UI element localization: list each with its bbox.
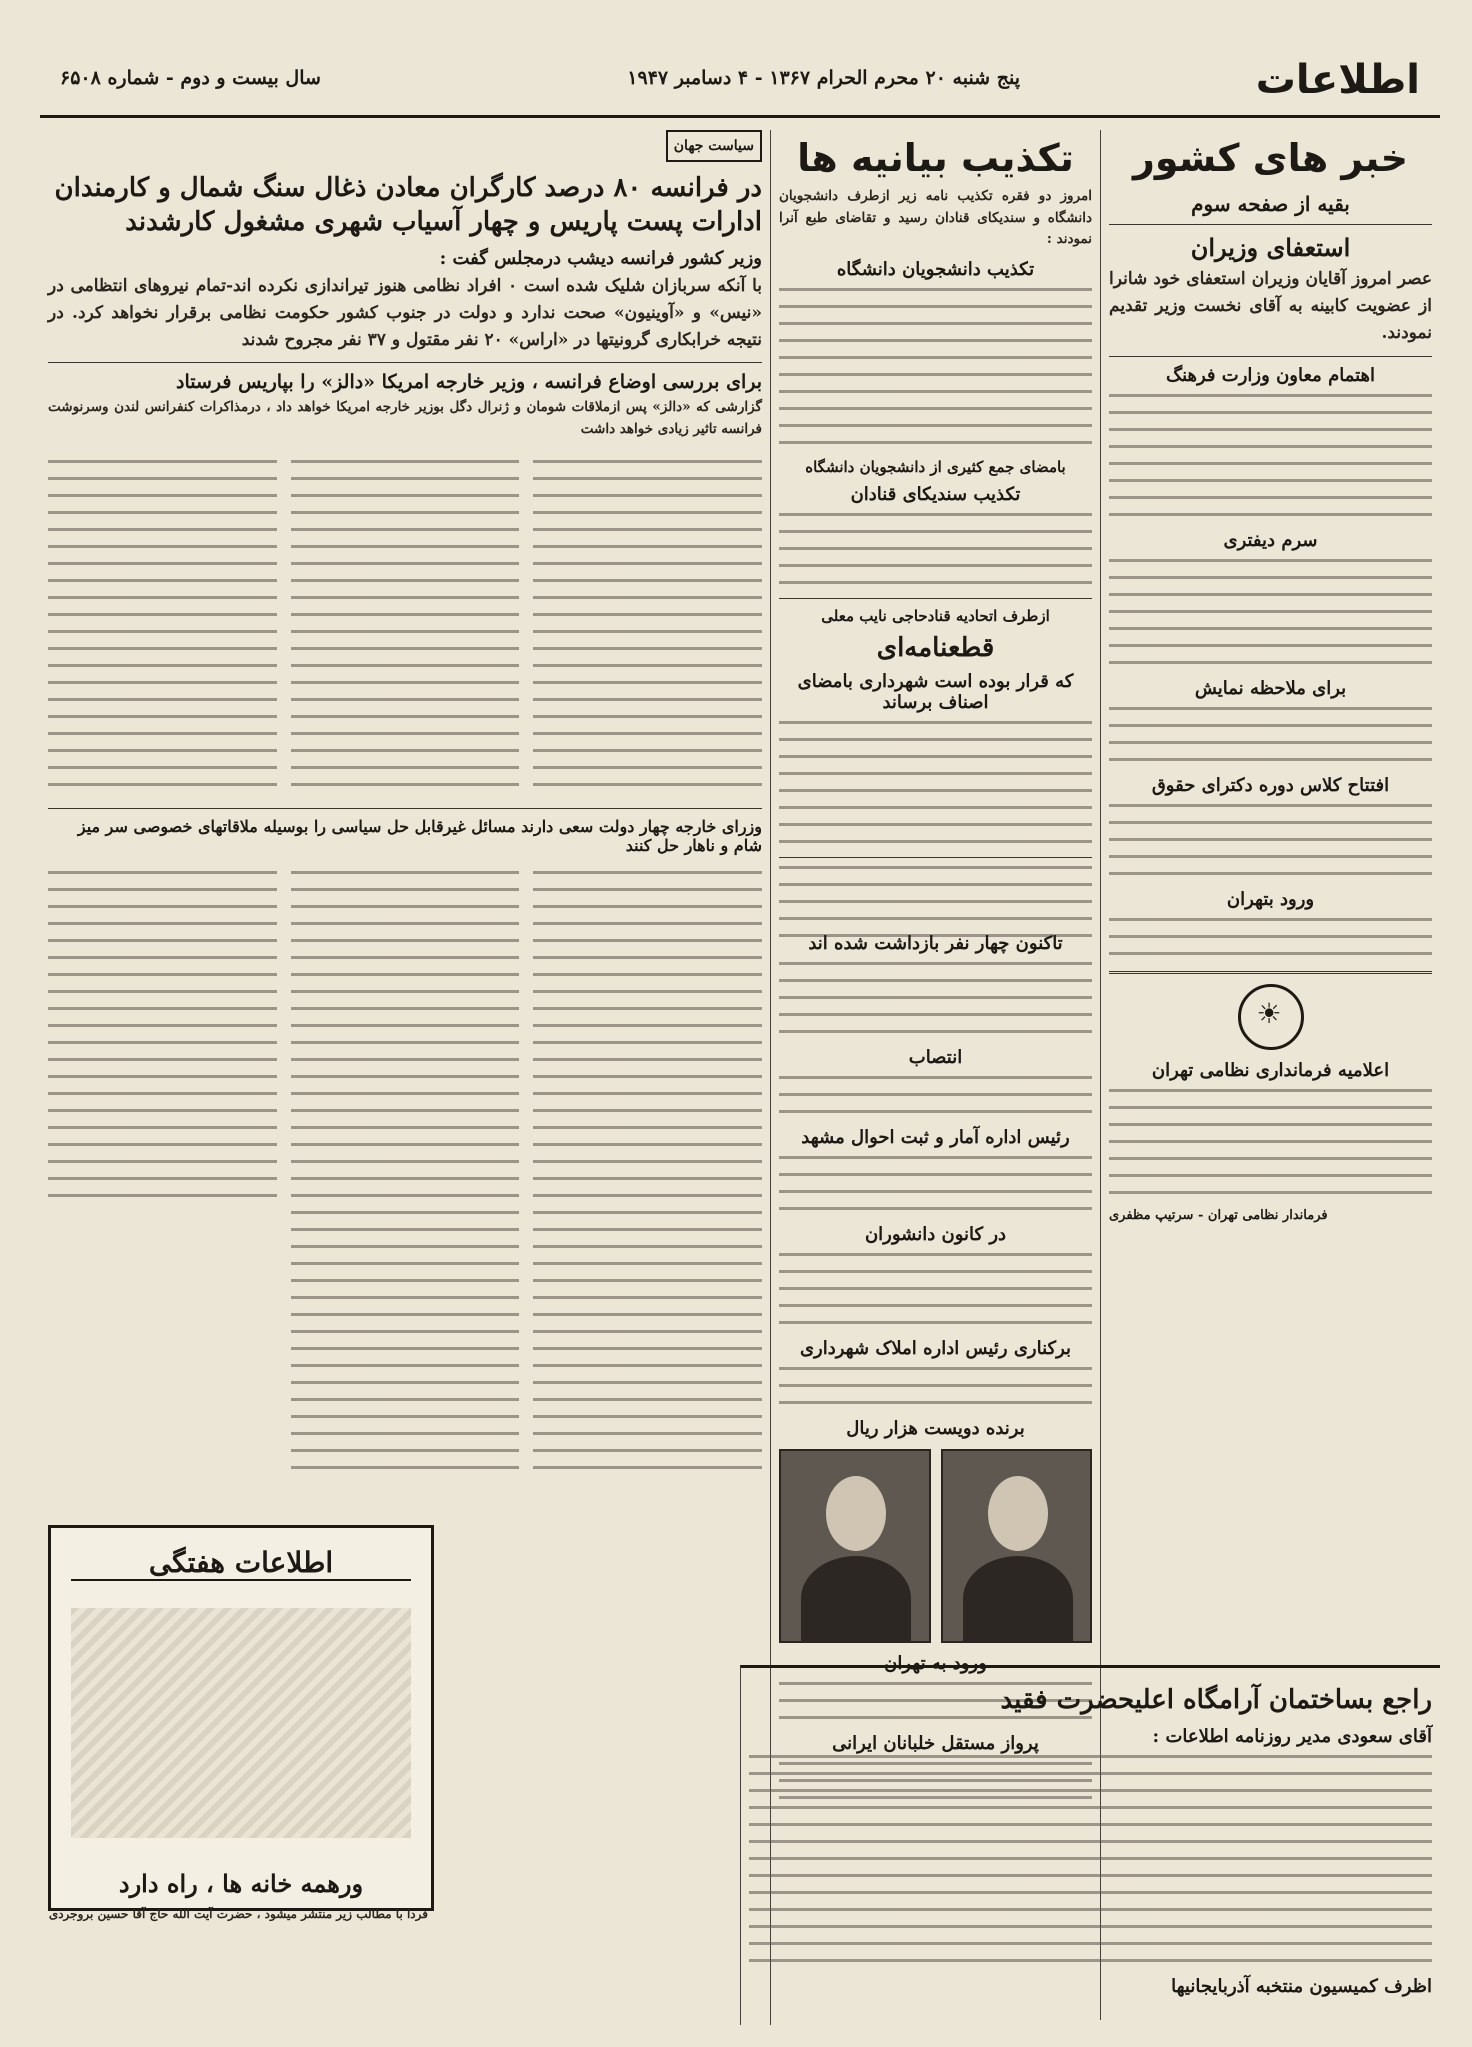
article-text [1109, 804, 1432, 881]
section-label: سیاست جهان [666, 130, 762, 162]
article-text [779, 1253, 1092, 1330]
exhibit-heading: برای ملاحظه نمایش [1194, 677, 1347, 699]
serum-heading: سرم دیفتری [1223, 529, 1318, 551]
reward-label: برنده دویست هزار ریال [846, 1418, 1025, 1439]
article-text [749, 1755, 1432, 1968]
palace-headline: راجع بساختمان آرامگاه اعلیحضرت فقید [1000, 1685, 1432, 1715]
ad-illustration [71, 1608, 411, 1838]
denials-title: تکذیب بیانیه ها [797, 136, 1074, 180]
masthead [40, 45, 1440, 118]
culture-heading: اهتمام معاون وزارت فرهنگ [1165, 364, 1376, 386]
martial-signature: فرماندار نظامی تهران - سرتیپ مظفری [1109, 1207, 1328, 1223]
martial-heading: اعلامیه فرمانداری نظامی تهران [1151, 1059, 1390, 1081]
article-text [779, 721, 1092, 849]
students-heading: تکذیب دانشجویان دانشگاه [836, 258, 1035, 280]
lion-sun-emblem [1238, 984, 1304, 1050]
estate-heading: برکناری رئیس اداره املاک شهرداری [799, 1338, 1072, 1359]
course-heading: افتتاح کلاس دوره دکترای حقوق [1151, 774, 1390, 796]
article-text [1109, 1089, 1432, 1200]
signers-heading: بامضای جمع کثیری از دانشجویان دانشگاه [805, 457, 1066, 476]
flight-heading: پرواز مستقل خلبانان ایرانی [832, 1733, 1039, 1754]
portrait-photos [779, 1449, 1092, 1643]
students-club-heading: در کانون دانشوران [864, 1224, 1007, 1245]
palace-footer: اظرف کمیسیون منتخبه آذربایجانیها [1171, 1975, 1432, 1997]
main-subhead: وزیر کشور فرانسه دیشب درمجلس گفت : [439, 247, 762, 269]
portrait-photo [779, 1449, 931, 1643]
article-text [291, 452, 520, 800]
four-arrested-heading: تاکنون چهار نفر بازداشت شده اند [808, 933, 1063, 954]
article-text [779, 288, 1092, 450]
ad-slogan: ورهمه خانه ها ، راه دارد [118, 1869, 364, 1898]
newspaper-page [40, 45, 1440, 2025]
cooks-heading: تکذیب سندیکای قنادان [850, 483, 1021, 505]
dulles-heading: برای بررسی اوضاع فرانسه ، وزیر خارجه امریکا «دالز» را بپاریس فرستاد [176, 371, 762, 394]
article-text [533, 452, 762, 800]
dulles-subhead: گزارشی که «دالز» پس ازملاقات شومان و ژنرال دگل بوزیر خارجه امریکا خواهد داد ، درمذاکرات کنفرانس لندن وسرنوشت فرانسه تاثیر زیادی خواهد داشت [48, 399, 762, 437]
palace-article [740, 1665, 1440, 2025]
resolution-title: قطعنامه‌ای [876, 632, 995, 663]
palace-subhead: آقای سعودی مدیر روزنامه اطلاعات : [1152, 1725, 1432, 1747]
issue-number: سال بیست و دوم - شماره ۶۵۰۸ [60, 67, 321, 89]
resolution-byline: ازطرف اتحادیه قنادحاجی نایب معلی [821, 606, 1050, 625]
article-text [779, 513, 1092, 590]
appointment-heading: انتصاب [908, 1047, 963, 1068]
section-title: خبر های کشور [1133, 136, 1408, 180]
tehran-arrival-heading: ورود به تهران [884, 1653, 987, 1674]
denials-lead: امروز دو فقره تکذیب نامه زیر ازطرف دانشجویان دانشگاه و سندیکای قنادان رسید و تقاضای طبع آنرا نمودند : [779, 188, 1092, 248]
newspaper-logo: اطلاعات [1255, 57, 1420, 103]
dateline: پنج شنبه ۲۰ محرم الحرام ۱۳۶۷ - ۴ دسامبر ۱۹۴۷ [627, 67, 1020, 89]
article-text [779, 962, 1092, 1039]
article-text [1109, 707, 1432, 767]
main-headline: در فرانسه ۸۰ درصد کارگران معادن ذغال سنگ شمال و کارمندان ادارات پست پاریس و چهار آسیاب شهری مشغول کارشدند [54, 173, 762, 237]
portrait-photo [941, 1449, 1093, 1643]
main-lead: با آنکه سربازان شلیک شده است ۰ افراد نظامی هنوز تیراندازی نکرده اند-تمام نیروهای انتظامی در «نیس» و «آوینیون» صحت ندارد و دولت در جنوب کشور حکومت نظامی برقرار نخواهد کرد. در نتیجه خرابکاری گرونیتها در «اراس» ۲۰ نفر مقتول و ۳۷ نفر مجروح شدند [48, 275, 762, 350]
article-text [1109, 394, 1432, 522]
article-text [779, 1367, 1092, 1410]
article-text [779, 1156, 1092, 1216]
ad-title: اطلاعات هفتگی [71, 1528, 411, 1581]
weekly-advertisement [48, 1525, 434, 1911]
ad-caption: فردا با مطالب زیر منتشر میشود ، حضرت آیت الله حاج آقا حسین بروجردی [48, 1907, 428, 1921]
foreign-ministers-heading: وزرای خارجه چهار دولت سعی دارند مسائل غیرقابل حل سیاسی را بوسیله ملاقاتهای خصوصی سر میز شام و ناهار حل کنند [77, 817, 762, 856]
article-text [291, 863, 520, 1483]
article-text [533, 863, 762, 1483]
resign-lead: عصر امروز آقایان وزیران استعفای خود شانرا از عضویت کابینه به آقای نخست وزیر تقدیم نمودند. [1109, 269, 1432, 344]
article-text [1109, 918, 1432, 961]
article-text [48, 863, 277, 1483]
article-text [779, 1076, 1092, 1119]
article-text [48, 452, 277, 800]
resign-heading: استعفای وزیران [1190, 233, 1351, 262]
section-subtitle: بقیه از صفحه سوم [1191, 192, 1350, 216]
article-text [1109, 559, 1432, 670]
mashhad-heading: رئیس اداره آمار و ثبت احوال مشهد [801, 1127, 1070, 1148]
arrival-heading: ورود بتهران [1226, 888, 1315, 910]
resolution-subtitle: که قرار بوده است شهرداری بامضای اصناف برساند [797, 670, 1074, 713]
